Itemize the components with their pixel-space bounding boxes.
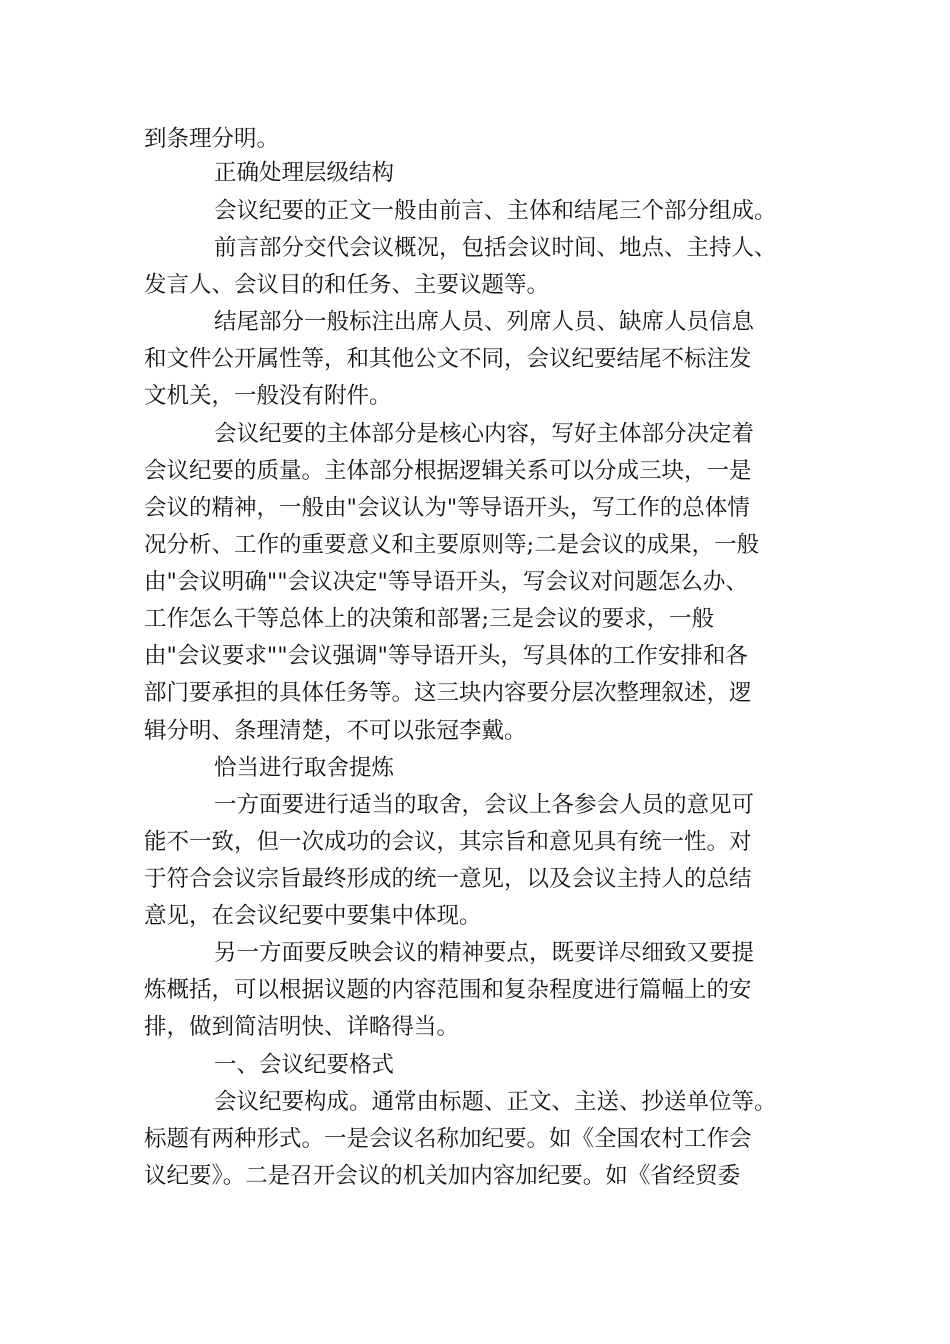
text-line: 会议纪要的质量。主体部分根据逻辑关系可以分成三块，一是 (144, 458, 752, 484)
text-line: 结尾部分一般标注出席人员、列席人员、缺席人员信息 (214, 309, 755, 335)
text-line: 由"会议要求""会议强调"等导语开头，写具体的工作安排和各 (144, 643, 748, 669)
section-heading: 一、会议纪要格式 (214, 1052, 395, 1078)
section-heading: 正确处理层级结构 (214, 160, 395, 186)
text-line: 标题有两种形式。一是会议名称加纪要。如《全国农村工作会 (144, 1126, 752, 1152)
text-line: 一方面要进行适当的取舍，会议上各参会人员的意见可 (214, 792, 755, 818)
text-line: 由"会议明确""会议决定"等导语开头，写会议对问题怎么办、 (144, 569, 748, 595)
text-line: 和文件公开属性等，和其他公文不同，会议纪要结尾不标注发 (144, 346, 752, 372)
text-line: 能不一致，但一次成功的会议，其宗旨和意见具有统一性。对 (144, 829, 752, 855)
text-line: 前言部分交代会议概况，包括会议时间、地点、主持人、 (214, 235, 777, 261)
text-line: 会议纪要构成。通常由标题、正文、主送、抄送单位等。 (214, 1089, 777, 1115)
text-line: 炼概括，可以根据议题的内容范围和复杂程度进行篇幅上的安 (144, 977, 752, 1003)
text-line: 另一方面要反映会议的精神要点，既要详尽细致又要提 (214, 940, 755, 966)
text-line: 意见，在会议纪要中要集中体现。 (144, 903, 482, 929)
text-line: 工作怎么干等总体上的决策和部署;三是会议的要求，一般 (144, 606, 715, 632)
text-line: 排，做到简洁明快、详略得当。 (144, 1014, 460, 1040)
text-line: 会议纪要的正文一般由前言、主体和结尾三个部分组成。 (214, 198, 777, 224)
text-line: 文机关，一般没有附件。 (144, 383, 392, 409)
text-line: 辑分明、条理清楚，不可以张冠李戴。 (144, 718, 527, 744)
text-line: 到条理分明。 (144, 126, 280, 152)
text-line: 发言人、会议目的和任务、主要议题等。 (144, 272, 550, 298)
text-line: 于符合会议宗旨最终形成的统一意见，以及会议主持人的总结 (144, 866, 752, 892)
text-line: 况分析、工作的重要意义和主要原则等;二是会议的成果，一般 (144, 532, 760, 558)
text-line: 会议纪要的主体部分是核心内容，写好主体部分决定着 (214, 421, 755, 447)
text-line: 会议的精神，一般由"会议认为"等导语开头，写工作的总体情 (144, 495, 750, 521)
text-line: 部门要承担的具体任务等。这三块内容要分层次整理叙述，逻 (144, 680, 752, 706)
section-heading: 恰当进行取舍提炼 (214, 755, 395, 781)
text-line: 议纪要》。二是召开会议的机关加内容加纪要。如《省经贸委 (144, 1163, 741, 1189)
